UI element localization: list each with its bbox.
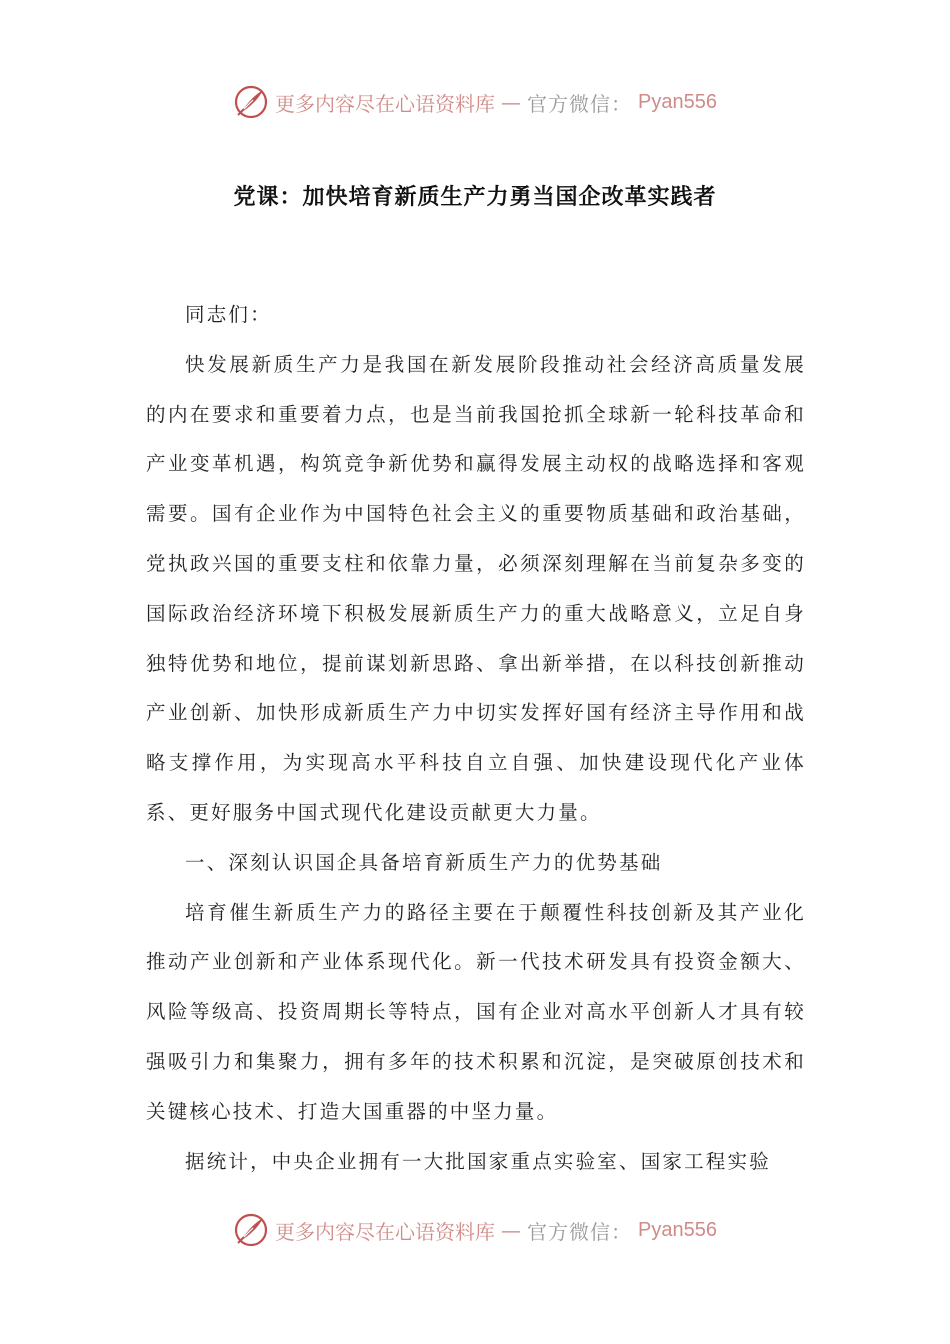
watermark-wechat-id: Pyan556: [638, 1218, 717, 1241]
watermark-official-label: 官方微信：: [527, 1219, 633, 1244]
watermark-dash: —: [501, 1218, 522, 1242]
section-heading: 一、深刻认识国企具备培育新质生产力的优势基础: [185, 850, 663, 874]
body-paragraph: 快发展新质生产力是我国在新发展阶段推动社会经济高质量发展的内在要求和重要着力点，也是当前我国抢抓全球新一轮科技革命和产业变革机遇，构筑竞争新优势和赢得发展主动权的战略选择和客观需要。国有企业作为中国特色社会主义的重要物质基础和政治基础，党执政兴国的重要支柱和依靠力量，必须深刻理解在当前复杂多变的国际政治经济环境下积极发展新质生产力的重大战略意义，立足自身独特优势和地位，提前谋划新思路、拿出新举措，在以科技创新推动产业创新、加快形成新质生产力中切实发挥好国有经济主导作用和战略支撑作用，为实现高水平科技自立自强、加快建设现代化产业体系、更好服务中国式现代化建设贡献更大力量。: [146, 352, 806, 824]
watermark-brand: 更多内容尽在心语资料库: [275, 1219, 496, 1244]
document-body: [146, 290, 806, 1186]
document-title: 党课：加快培育新质生产力勇当国企改革实践者: [233, 185, 717, 210]
header-watermark: [0, 80, 950, 124]
quill-pen-icon: [233, 84, 269, 120]
watermark-dash: —: [501, 90, 522, 114]
footer-watermark: [0, 1208, 950, 1252]
salutation-paragraph: 同志们：: [185, 303, 272, 326]
watermark-brand: 更多内容尽在心语资料库: [275, 91, 496, 116]
body-paragraph: 据统计，中央企业拥有一大批国家重点实验室、国家工程实验: [185, 1149, 771, 1173]
watermark-wechat-id: Pyan556: [638, 90, 717, 113]
watermark-official-label: 官方微信：: [527, 91, 633, 116]
quill-pen-icon: [233, 1212, 269, 1248]
body-paragraph: 培育催生新质生产力的路径主要在于颠覆性科技创新及其产业化推动产业创新和产业体系现代化。新一代技术研发具有投资金额大、风险等级高、投资周期长等特点，国有企业对高水平创新人才具有较强吸引力和集聚力，拥有多年的技术积累和沉淀，是突破原创技术和关键核心技术、打造大国重器的中坚力量。: [146, 900, 806, 1123]
